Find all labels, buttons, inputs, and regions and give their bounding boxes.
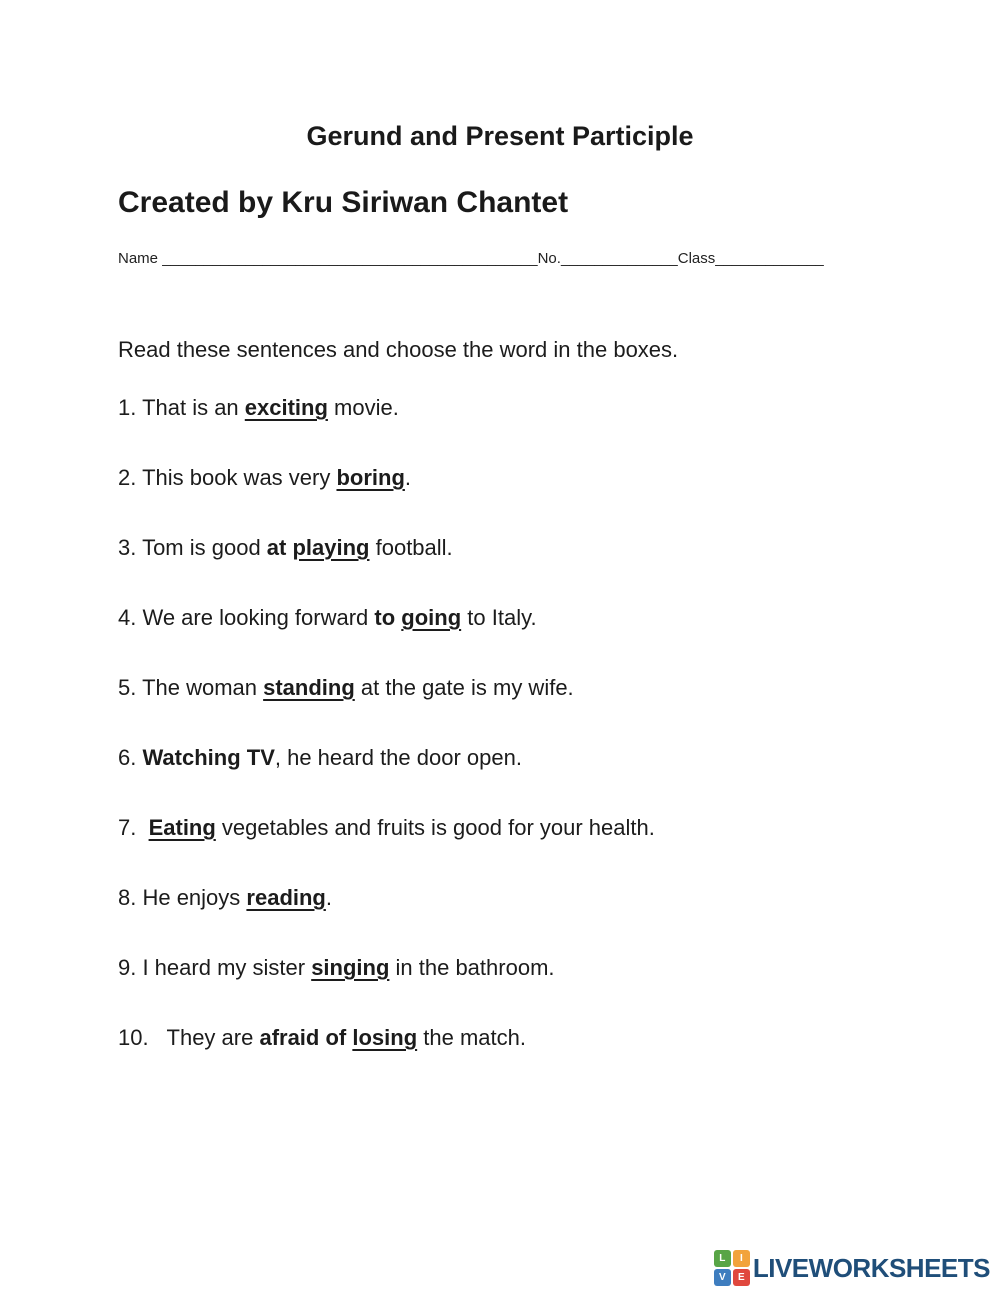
instruction-text: Read these sentences and choose the word in the boxes.: [118, 337, 679, 362]
sentence-segment: the match.: [417, 1025, 526, 1050]
liveworksheets-logo[interactable]: [714, 1250, 990, 1286]
name-no-class-row: [118, 250, 824, 267]
sentence-segment: playing: [292, 535, 370, 560]
sentence-segment: afraid of: [259, 1025, 353, 1050]
sentence-list: [118, 395, 940, 1095]
sentence-segment: football.: [369, 535, 453, 560]
sentence-segment: reading: [246, 885, 326, 910]
sentence: [118, 885, 940, 911]
sentence: [118, 395, 940, 421]
sentence-segment: at: [266, 535, 293, 560]
liveworksheets-brand-text: LIVEWORKSHEETS: [752, 1252, 990, 1283]
sentence-segment: losing: [352, 1025, 418, 1050]
class-blank-line: _____________: [715, 250, 824, 267]
sentence-segment: to: [374, 605, 402, 630]
sentence-segment: in the bathroom.: [389, 955, 555, 980]
no-label: No.: [537, 250, 561, 267]
logo-square-v: V: [714, 1269, 731, 1286]
sentence-segment: standing: [263, 675, 355, 700]
sentence-segment: .: [404, 465, 412, 490]
sentence-segment: movie.: [327, 395, 399, 420]
sentence: [118, 1025, 940, 1051]
no-blank-line: ______________: [560, 250, 678, 267]
sentence-segment: at the gate is my wife.: [354, 675, 574, 700]
name-label: Name: [118, 250, 163, 267]
sentence-segment: boring: [336, 465, 405, 490]
sentence-segment: exciting: [244, 395, 328, 420]
sentence-segment: , he heard the door open.: [274, 745, 522, 770]
sentence: [118, 955, 940, 981]
author-line: Created by Kru Siriwan Chantet: [118, 186, 569, 219]
sentence-segment: 9. I heard my sister: [118, 955, 312, 980]
sentence-segment: to Italy.: [461, 605, 537, 630]
logo-square-e: E: [733, 1269, 750, 1286]
name-blank-line: _____________________________________________: [162, 250, 538, 267]
sentence-segment: 7.: [118, 815, 149, 840]
sentence-segment: going: [401, 605, 462, 630]
sentence-segment: Watching TV: [142, 745, 275, 770]
sentence-segment: 1. That is an: [118, 395, 245, 420]
logo-square-i: I: [733, 1250, 750, 1267]
class-label: Class: [677, 250, 716, 267]
sentence-segment: vegetables and fruits is good for your health.: [215, 815, 655, 840]
sentence: [118, 535, 940, 561]
sentence-segment: Eating: [148, 815, 216, 840]
sentence-segment: singing: [311, 955, 390, 980]
liveworksheets-grid-icon: [714, 1250, 750, 1286]
sentence-segment: 8. He enjoys: [118, 885, 247, 910]
sentence: [118, 675, 940, 701]
sentence-segment: 10. They are: [118, 1025, 260, 1050]
logo-square-l: L: [714, 1250, 731, 1267]
sentence: [118, 465, 940, 491]
sentence-segment: 3. Tom is good: [118, 535, 267, 560]
sentence: [118, 605, 940, 631]
sentence-segment: .: [325, 885, 332, 910]
sentence-segment: 6.: [118, 745, 143, 770]
sentence-segment: 5. The woman: [118, 675, 264, 700]
sentence-segment: 2. This book was very: [118, 465, 337, 490]
sentence: [118, 745, 940, 771]
sentence-segment: 4. We are looking forward: [118, 605, 375, 630]
sentence: [118, 815, 940, 841]
page-title: Gerund and Present Participle: [306, 121, 694, 151]
